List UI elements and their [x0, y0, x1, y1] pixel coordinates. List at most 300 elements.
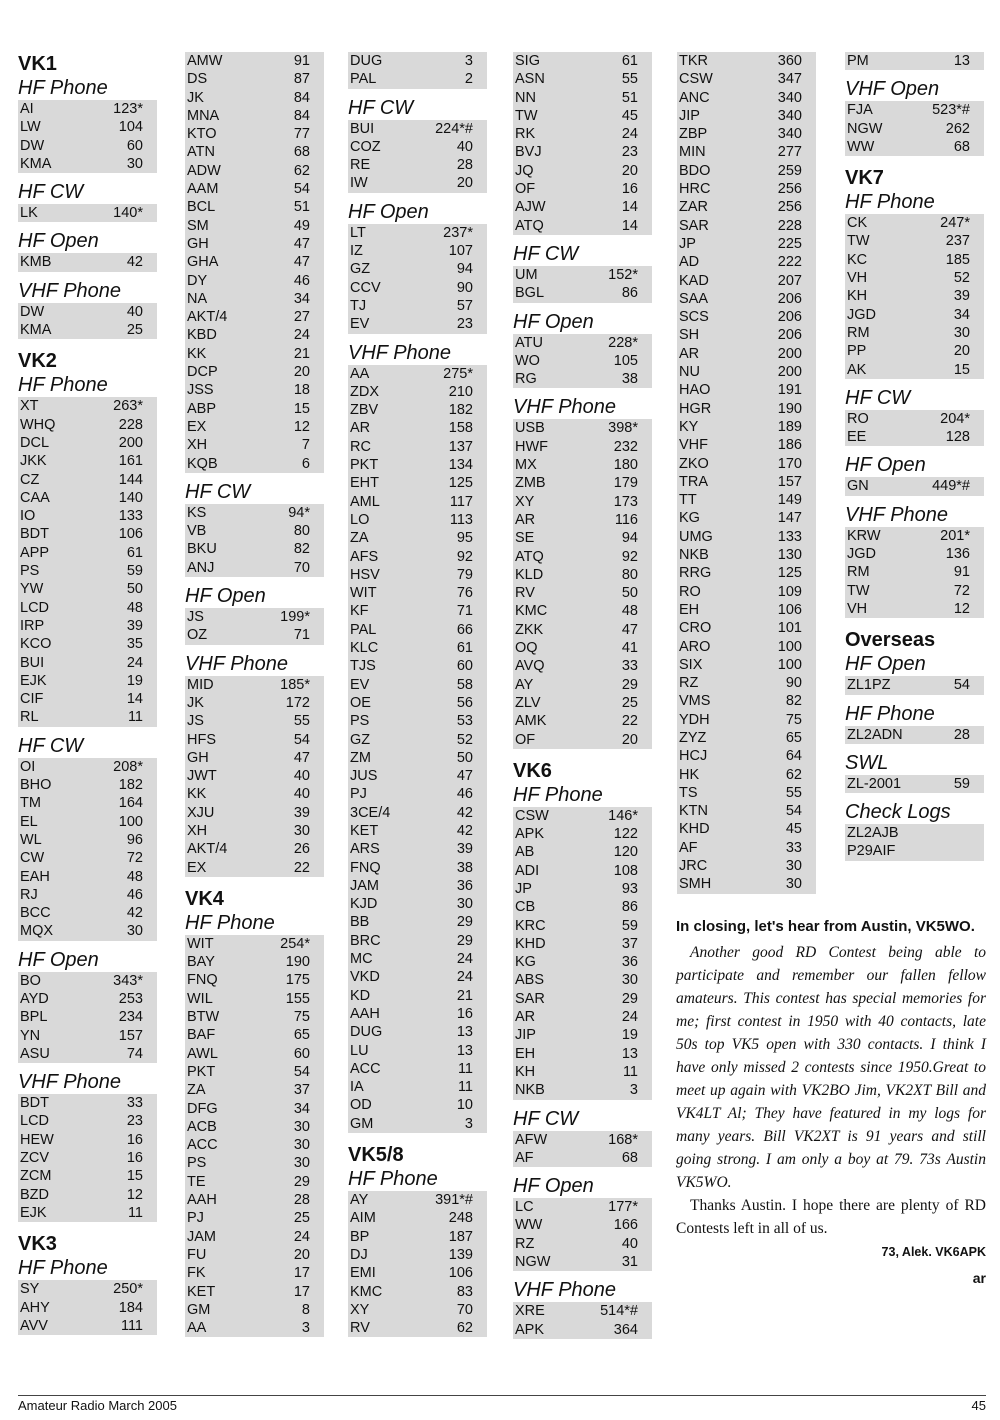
callsign: OQ	[515, 640, 538, 657]
callsign: ATU	[515, 334, 543, 351]
score-row	[348, 657, 487, 675]
score: 29	[621, 990, 638, 1007]
callsign: GM	[350, 1115, 374, 1132]
callsign: XY	[515, 493, 535, 510]
callsign: AML	[350, 493, 380, 510]
score-row	[677, 619, 816, 637]
score-row	[18, 303, 157, 321]
callsign: EAH	[20, 868, 50, 885]
score: 449*#	[932, 478, 970, 495]
score-row	[677, 473, 816, 491]
score-row	[513, 370, 652, 388]
score-list	[513, 1302, 652, 1339]
score-row	[348, 602, 487, 620]
callsign: KHD	[679, 821, 710, 838]
score-list	[845, 52, 984, 70]
score-row	[185, 143, 324, 161]
call-area-heading: VK3	[18, 1233, 57, 1256]
callsign: DW	[20, 137, 45, 154]
callsign: YN	[20, 1027, 41, 1044]
results-block	[845, 503, 984, 618]
score-row	[845, 52, 984, 70]
score: 100	[118, 813, 143, 830]
score-row	[513, 712, 652, 730]
score-row	[18, 1317, 157, 1335]
score: 133	[118, 508, 143, 525]
score: 75	[785, 711, 802, 728]
callsign: FK	[187, 1265, 206, 1282]
callsign: JUS	[350, 768, 378, 785]
score: 30	[293, 1155, 310, 1172]
score-row	[348, 438, 487, 456]
score-row	[513, 334, 652, 352]
score: 29	[621, 676, 638, 693]
callsign: WL	[20, 831, 42, 848]
score: 50	[126, 581, 143, 598]
score: 340	[777, 107, 802, 124]
score-row	[845, 342, 984, 360]
score-row	[348, 156, 487, 174]
score: 130	[777, 547, 802, 564]
score: 253	[118, 990, 143, 1007]
score: 29	[456, 932, 473, 949]
score-row	[348, 456, 487, 474]
score-row	[677, 381, 816, 399]
score: 206	[777, 309, 802, 326]
score-list	[845, 824, 984, 861]
score-list	[513, 1131, 652, 1168]
callsign: TKR	[679, 53, 708, 69]
score: 30	[293, 822, 310, 839]
call-area-heading: VK7	[845, 167, 884, 190]
closing-thanks: Thanks Austin. I hope there are plenty of RD Contests left in all of us.	[676, 1197, 986, 1237]
score-row	[18, 922, 157, 940]
callsign: TT	[679, 492, 697, 509]
score-row	[845, 600, 984, 618]
callsign: TJ	[350, 297, 367, 314]
score-row	[185, 504, 324, 522]
score-row	[18, 1167, 157, 1185]
score-list	[348, 120, 487, 193]
score: 52	[953, 270, 970, 287]
score: 30	[456, 896, 473, 913]
score-row	[677, 528, 816, 546]
score: 14	[621, 217, 638, 234]
score: 340	[777, 89, 802, 106]
score-row	[18, 1299, 157, 1317]
score: 106	[448, 1265, 473, 1282]
score: 15	[953, 361, 970, 378]
score-row	[348, 968, 487, 986]
callsign: CSW	[679, 71, 713, 88]
category-heading: VHF Phone	[845, 503, 949, 526]
score: 125	[777, 565, 802, 582]
score-row	[18, 672, 157, 690]
score-row	[845, 306, 984, 324]
score-row	[677, 52, 816, 70]
score: 80	[621, 566, 638, 583]
score-row	[513, 529, 652, 547]
callsign: JKK	[20, 453, 47, 470]
score-row	[18, 635, 157, 653]
results-block	[18, 279, 157, 340]
score-row	[845, 527, 984, 545]
callsign: KMB	[20, 254, 52, 271]
score-row	[348, 529, 487, 547]
callsign: MID	[187, 676, 214, 693]
callsign: NKB	[679, 547, 709, 564]
score: 62	[456, 1320, 473, 1337]
score: 16	[621, 181, 638, 198]
score: 62	[293, 162, 310, 179]
score-list	[18, 303, 157, 340]
score-row	[845, 842, 984, 860]
score-row	[513, 1235, 652, 1253]
score-row	[18, 849, 157, 867]
callsign: HSV	[350, 566, 380, 583]
callsign: ACC	[187, 1137, 218, 1154]
callsign: RO	[679, 583, 701, 600]
score-row	[348, 70, 487, 88]
score-row	[348, 566, 487, 584]
category-heading: HF Phone	[18, 1257, 108, 1280]
score: 29	[293, 1173, 310, 1190]
callsign: ARS	[350, 841, 380, 858]
score-list	[513, 266, 652, 303]
score: 237*	[443, 224, 473, 241]
callsign: AI	[20, 101, 34, 117]
callsign: AK	[847, 361, 867, 378]
score: 37	[293, 1082, 310, 1099]
results-column	[185, 52, 324, 1337]
score-row	[185, 290, 324, 308]
score-row	[513, 52, 652, 70]
score: 47	[293, 749, 310, 766]
score: 25	[621, 694, 638, 711]
score-list	[845, 477, 984, 495]
score: 91	[293, 53, 310, 69]
score: 185	[945, 251, 970, 268]
score: 46	[456, 786, 473, 803]
callsign: AVV	[20, 1317, 48, 1334]
score: 105	[613, 352, 638, 369]
callsign: BTW	[187, 1009, 220, 1026]
score-row	[185, 559, 324, 577]
callsign: MIN	[679, 144, 706, 161]
score-row	[513, 694, 652, 712]
score: 24	[126, 654, 143, 671]
callsign: ACC	[350, 1060, 381, 1077]
callsign: EE	[847, 429, 867, 446]
score-row	[348, 260, 487, 278]
callsign: EMI	[350, 1265, 376, 1282]
callsign: JWT	[187, 768, 217, 785]
score: 39	[456, 841, 473, 858]
category-heading: VHF Phone	[513, 1279, 617, 1302]
callsign: MC	[350, 951, 373, 968]
score: 30	[293, 1137, 310, 1154]
score: 77	[293, 126, 310, 143]
score-list	[513, 52, 652, 235]
score-row	[513, 1045, 652, 1063]
category-heading: VHF Open	[845, 78, 940, 101]
score: 28	[293, 1192, 310, 1209]
results-block	[513, 395, 652, 748]
score: 70	[456, 1301, 473, 1318]
score: 45	[621, 107, 638, 124]
score-row	[185, 1283, 324, 1301]
callsign: ZBV	[350, 402, 379, 419]
score-row	[348, 676, 487, 694]
score-row	[18, 434, 157, 452]
callsign: SH	[679, 327, 700, 344]
score-row	[18, 708, 157, 726]
score-row	[513, 1081, 652, 1099]
score-row	[677, 107, 816, 125]
score: 46	[126, 886, 143, 903]
score: 256	[777, 199, 802, 216]
callsign: HAO	[679, 382, 711, 399]
callsign: ZA	[187, 1082, 206, 1099]
score-row	[348, 749, 487, 767]
score: 106	[777, 601, 802, 618]
callsign: ZCV	[20, 1150, 49, 1167]
callsign: AR	[515, 511, 536, 528]
footer-publication: Amateur Radio March 2005	[18, 1398, 177, 1413]
score: 247*	[940, 215, 970, 232]
score: 16	[126, 1150, 143, 1167]
callsign: BVJ	[515, 144, 542, 161]
score-row	[185, 1081, 324, 1099]
score: 23	[126, 1113, 143, 1130]
callsign: CIF	[20, 691, 44, 708]
callsign: PS	[20, 563, 40, 580]
score: 21	[456, 987, 473, 1004]
category-heading: HF CW	[513, 1107, 579, 1130]
callsign: ZYZ	[679, 729, 707, 746]
callsign: ATN	[187, 144, 215, 161]
results-block	[845, 628, 984, 694]
callsign: RM	[847, 564, 870, 581]
callsign: KHD	[515, 935, 546, 952]
callsign: HGR	[679, 400, 712, 417]
score-row	[513, 266, 652, 284]
results-block	[513, 52, 652, 235]
score: 144	[118, 471, 143, 488]
callsign: GM	[187, 1301, 211, 1318]
score: 56	[456, 694, 473, 711]
score-row	[185, 990, 324, 1008]
score-list	[18, 972, 157, 1063]
score-row	[513, 935, 652, 953]
callsign: BDT	[20, 526, 49, 543]
score: 24	[621, 126, 638, 143]
results-block	[18, 734, 157, 941]
score: 343*	[113, 972, 143, 989]
score-row	[18, 758, 157, 776]
score-row	[18, 904, 157, 922]
score-row	[18, 1045, 157, 1063]
callsign: AMK	[515, 713, 547, 730]
callsign: OF	[515, 181, 536, 198]
score-row	[18, 321, 157, 339]
score: 166	[613, 1217, 638, 1234]
callsign: JK	[187, 89, 204, 106]
callsign: SM	[187, 217, 209, 234]
score: 222	[777, 254, 802, 271]
call-area-heading: VK1	[18, 53, 57, 75]
score: 68	[621, 1149, 638, 1166]
score: 30	[785, 876, 802, 893]
score-row	[185, 272, 324, 290]
category-heading: HF CW	[513, 242, 579, 265]
score-row	[185, 935, 324, 953]
callsign: ZA	[350, 530, 369, 547]
score: 155	[285, 990, 310, 1007]
callsign: TW	[847, 582, 870, 599]
score-row	[348, 174, 487, 192]
category-heading: HF CW	[185, 480, 251, 503]
score-row	[677, 674, 816, 692]
callsign: ZBP	[679, 126, 708, 143]
callsign: AWL	[187, 1045, 218, 1062]
callsign: KK	[187, 786, 207, 803]
score: 39	[953, 288, 970, 305]
score: 116	[614, 511, 638, 528]
callsign: LCD	[20, 1113, 50, 1130]
callsign: NA	[187, 290, 208, 307]
score: 94	[456, 261, 473, 278]
category-heading: HF Phone	[185, 911, 275, 934]
score: 200	[118, 434, 143, 451]
score-list	[845, 676, 984, 694]
score: 61	[126, 544, 143, 561]
score: 180	[613, 457, 638, 474]
score: 25	[126, 322, 143, 339]
score-row	[18, 868, 157, 886]
score-row	[185, 198, 324, 216]
score-row	[845, 410, 984, 428]
results-block	[348, 200, 487, 334]
score: 28	[456, 157, 473, 174]
callsign: AR	[679, 345, 700, 362]
score-row	[677, 198, 816, 216]
score-row	[677, 656, 816, 674]
score-row	[185, 436, 324, 454]
score: 340	[777, 126, 802, 143]
score-row	[845, 428, 984, 446]
score-row	[677, 564, 816, 582]
score: 54	[953, 677, 970, 694]
score-row	[185, 859, 324, 877]
score-row	[677, 601, 816, 619]
score-row	[185, 1228, 324, 1246]
score: 182	[118, 777, 143, 794]
callsign: KY	[679, 418, 699, 435]
results-block	[513, 1174, 652, 1271]
callsign: GZ	[350, 731, 371, 748]
callsign: VB	[187, 523, 207, 540]
score: 20	[953, 343, 970, 360]
category-heading: HF Open	[18, 230, 99, 253]
score-row	[185, 253, 324, 271]
score: 94*	[288, 504, 310, 521]
callsign: SIG	[515, 53, 540, 69]
score-row	[513, 917, 652, 935]
score: 3	[464, 53, 473, 69]
score-list	[513, 419, 652, 748]
score: 50	[621, 585, 638, 602]
score-row	[513, 456, 652, 474]
callsign: AY	[515, 676, 534, 693]
score: 74	[126, 1045, 143, 1062]
score: 29	[456, 914, 473, 931]
results-block	[845, 166, 984, 379]
results-block	[18, 948, 157, 1063]
results-column	[513, 52, 652, 1339]
callsign: LO	[350, 511, 370, 528]
callsign: APK	[515, 1321, 545, 1338]
callsign: GZ	[350, 261, 371, 278]
results-block	[513, 310, 652, 389]
score: 2	[464, 71, 473, 88]
score-row	[185, 1008, 324, 1026]
callsign: KH	[515, 1063, 536, 1080]
callsign: DUG	[350, 1024, 383, 1041]
score-row	[513, 880, 652, 898]
score-row	[18, 690, 157, 708]
score-row	[513, 474, 652, 492]
score: 228	[777, 217, 802, 234]
score-row	[513, 511, 652, 529]
score-list	[513, 334, 652, 389]
score: 39	[126, 617, 143, 634]
callsign: SCS	[679, 309, 709, 326]
callsign: COZ	[350, 138, 381, 155]
score-row	[513, 162, 652, 180]
callsign: TE	[187, 1173, 206, 1190]
score: 30	[126, 155, 143, 172]
score-row	[18, 204, 157, 222]
score: 20	[293, 1246, 310, 1263]
callsign: BHO	[20, 777, 52, 794]
score-row	[18, 562, 157, 580]
score: 40	[621, 1235, 638, 1252]
results-block	[513, 242, 652, 303]
score: 206	[777, 290, 802, 307]
callsign: HFS	[187, 731, 216, 748]
score: 36	[456, 877, 473, 894]
results-block	[348, 341, 487, 1133]
score-row	[18, 1280, 157, 1298]
score: 6	[301, 455, 310, 472]
results-block	[845, 800, 984, 861]
callsign: SAA	[679, 290, 709, 307]
results-block	[348, 1143, 487, 1337]
score-row	[18, 452, 157, 470]
score-row	[348, 1301, 487, 1319]
callsign: EX	[187, 859, 207, 876]
callsign: KTO	[187, 126, 217, 143]
score: 30	[621, 972, 638, 989]
category-heading: HF Open	[185, 585, 266, 608]
callsign: NGW	[847, 120, 883, 137]
callsign: LU	[350, 1042, 369, 1059]
score: 109	[777, 583, 802, 600]
callsign: ADI	[515, 862, 540, 879]
callsign: KRC	[515, 917, 546, 934]
score-row	[845, 545, 984, 563]
